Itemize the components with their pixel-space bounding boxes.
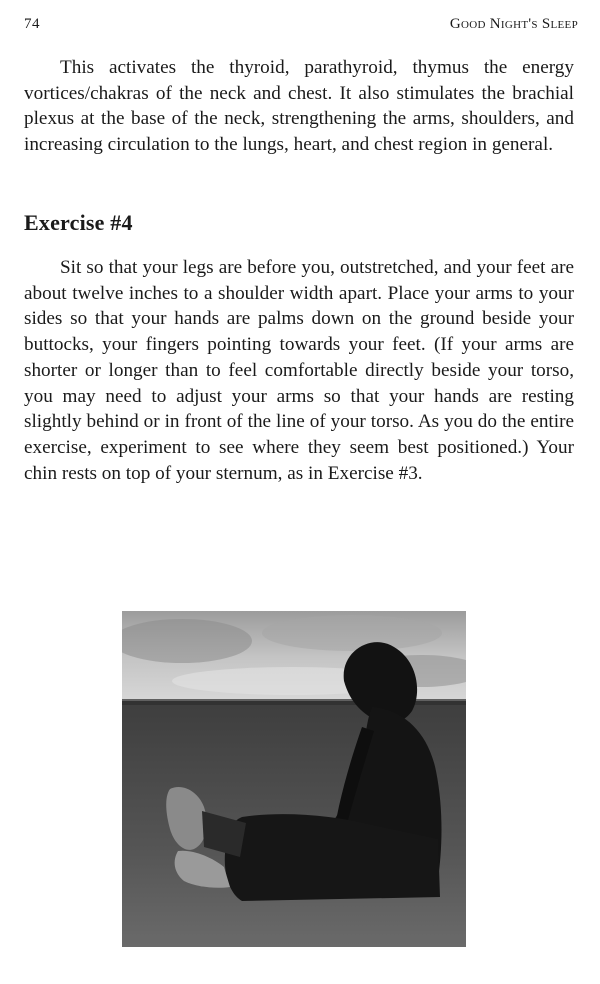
running-head — [24, 16, 578, 40]
running-title: Good Night's Sleep — [449, 16, 578, 32]
paragraph-exercise-instructions: Sit so that your legs are before you, outstretched, and your feet are about twelve inches to a shoulder width apart. Place your arms to your sides so that your hands are palms down on the ground beside your buttocks, your fingers pointing towards your feet. (If your arms are shorter or longer than to feel comfortable directly beside your torso, you may need to adjust your arms so that your hands are resting slightly behind or in front of the line of your torso. As you do the entire exercise, experiment to see where they seem best positioned.) Your chin rests on top of your sternum, as in Exercise #3. — [24, 257, 574, 484]
page-number: 74 — [24, 16, 40, 32]
exercise-photo — [122, 611, 466, 947]
seated-forward-bend-illustration — [122, 611, 466, 947]
section-heading: Exercise #4 — [24, 210, 133, 235]
paragraph-intro: This activates the thyroid, parathyroid, thymus the energy vortices/chakras of the neck and chest. It also stimulates the brachial plexus at the base of the neck, strengthening the arms, shoulders, and increasing circulation to the lungs, heart, and chest region in general. — [24, 57, 574, 156]
